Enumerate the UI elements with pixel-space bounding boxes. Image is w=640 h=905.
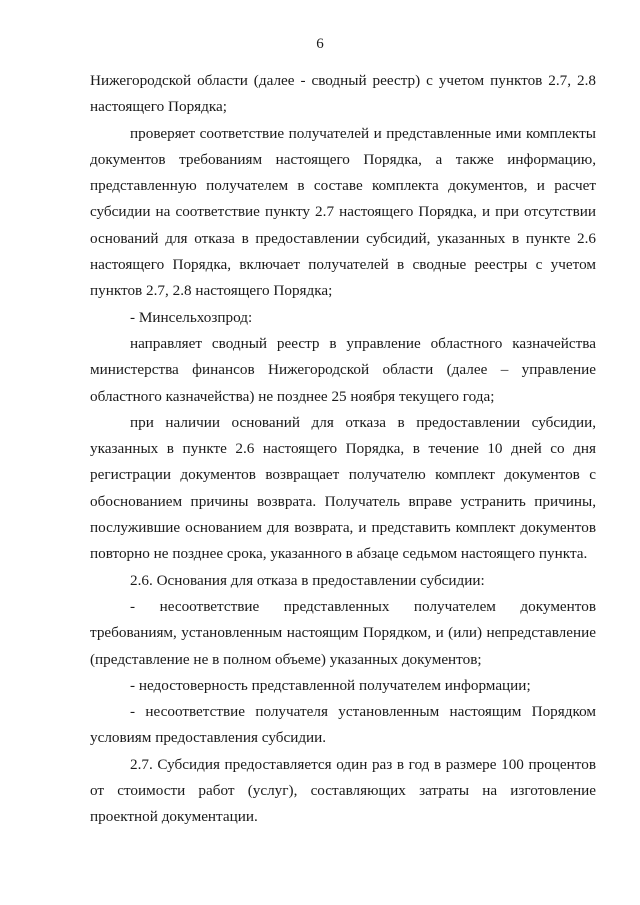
paragraph: Нижегородской области (далее - сводный реестр) с учетом пунктов 2.7, 2.8 настоящего Порядка; xyxy=(90,72,596,116)
page-number: 6 xyxy=(316,36,324,52)
paragraph: при наличии оснований для отказа в предоставлении субсидии, указанных в пункте 2.6 настоящего Порядка, в течение 10 дней со дня регистрации документов возвращает получателю комплект документов с обоснованием причины возврата. Получатель вправе устранить причины, послужившие основанием для возврата, и представить комплект документов повторно не позднее срока, указанного в абзаце седьмом настоящего пункта. xyxy=(90,413,596,563)
paragraph: направляет сводный реестр в управление областного казначейства министерства финансов Нижегородской области (далее – управление областного казначейства) не позднее 25 ноября текущего года; xyxy=(90,334,596,405)
paragraph: 2.7. Субсидия предоставляется один раз в год в размере 100 процентов от стоимости работ (услуг), составляющих затраты на изготовление проектной документации. xyxy=(90,755,596,826)
paragraph: проверяет соответствие получателей и представленные ими комплекты документов требованиям настоящего Порядка, а также информацию, представленную получателем в составе комплекта документов, и расчет субсидии на соответствие пункту 2.7 настоящего Порядка, и при отсутствии оснований для отказа в предоставлении субсидий, указанных в пункте 2.6 настоящего Порядка, включает получателей в сводные реестры с учетом пунктов 2.7, 2.8 настоящего Порядка; xyxy=(90,124,596,300)
paragraph: 2.6. Основания для отказа в предоставлении субсидии: xyxy=(130,571,485,589)
paragraph: - несоответствие представленных получателем документов требованиям, установленным настоящим Порядком, и (или) непредставление (представление не в полном объеме) указанных документов; xyxy=(90,597,596,668)
document-body xyxy=(90,68,596,831)
paragraph: - Минсельхозпрод: xyxy=(130,308,253,326)
paragraph: - несоответствие получателя установленным настоящим Порядком условиям предоставления субсидии. xyxy=(90,703,596,747)
paragraph: - недостоверность представленной получателем информации; xyxy=(130,676,531,694)
